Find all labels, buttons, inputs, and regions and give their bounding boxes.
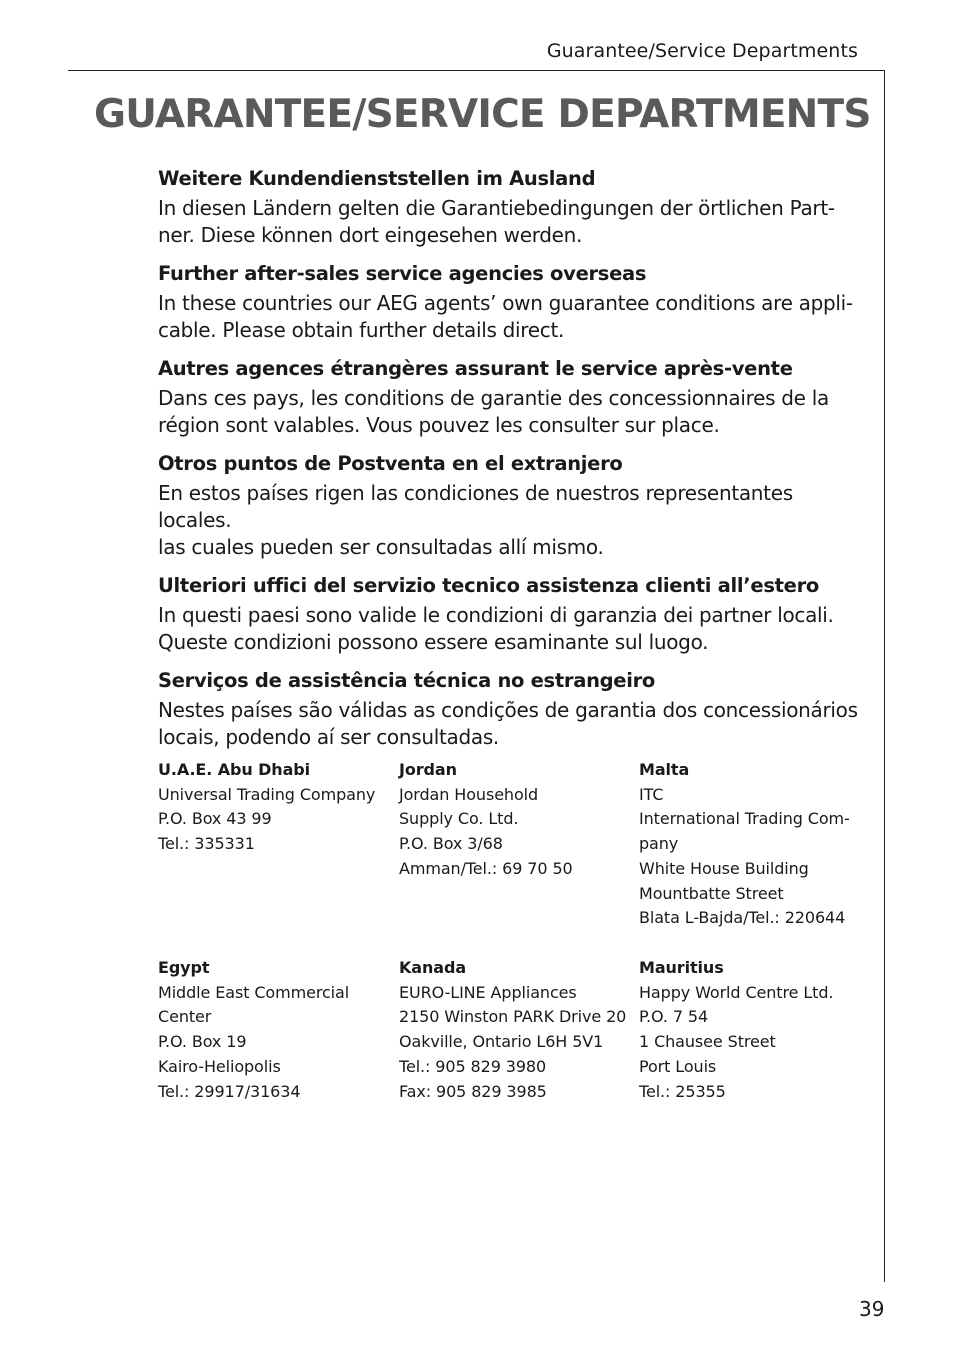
section-english xyxy=(158,261,864,344)
section-french xyxy=(158,356,864,439)
contact-line: ITC xyxy=(639,784,664,804)
contact-line: Tel.: 905 829 3980 xyxy=(399,1056,547,1076)
contact-country: Jordan xyxy=(399,760,457,779)
contact-line: 1 Chausee Street xyxy=(639,1032,776,1052)
section-body xyxy=(158,697,864,751)
contact-country: U.A.E. Abu Dhabi xyxy=(158,760,311,779)
contact-line: Jordan Household xyxy=(399,784,539,804)
section-body xyxy=(158,385,864,439)
contact-kanada xyxy=(399,956,626,1104)
contact-line: White House Building xyxy=(639,858,809,878)
section-heading: Autres agences étrangères assurant le service après-vente xyxy=(158,357,793,380)
contact-line: pany xyxy=(639,834,679,854)
contact-line: Center xyxy=(158,1007,212,1027)
contact-line: P.O. Box 3/68 xyxy=(399,834,503,854)
section-heading: Serviços de assistência técnica no estrangeiro xyxy=(158,669,656,692)
contact-malta xyxy=(639,758,850,931)
contact-line: EURO-LINE Appliances xyxy=(399,982,577,1002)
section-portuguese xyxy=(158,668,864,751)
contact-line: Blata L-Bajda/Tel.: 220644 xyxy=(639,908,846,928)
section-spanish xyxy=(158,451,864,561)
contact-country: Malta xyxy=(639,760,690,779)
body-line: ner. Diese können dort eingesehen werden. xyxy=(158,223,583,247)
section-heading: Otros puntos de Postventa en el extranjero xyxy=(158,452,623,475)
contact-line: Universal Trading Company xyxy=(158,784,376,804)
body-line: Queste condizioni possono essere esaminante sul luogo. xyxy=(158,630,709,654)
contact-line: Happy World Centre Ltd. xyxy=(639,982,834,1002)
contact-line: Port Louis xyxy=(639,1056,717,1076)
section-heading: Weitere Kundendienststellen im Ausland xyxy=(158,167,596,190)
contact-jordan xyxy=(399,758,573,882)
body-line: En estos países rigen las condiciones de nuestros representantes locales. xyxy=(158,481,793,532)
contact-line: 2150 Winston PARK Drive 20 xyxy=(399,1007,627,1027)
contact-egypt xyxy=(158,956,349,1104)
body-line: Dans ces pays, les conditions de garantie des concessionnaires de la xyxy=(158,386,829,410)
section-body xyxy=(158,195,864,249)
section-german xyxy=(158,166,864,249)
header-rule xyxy=(68,70,885,71)
section-italian xyxy=(158,573,864,656)
contact-line: International Trading Com- xyxy=(639,809,850,829)
page-title: GUARANTEE/SERVICE DEPARTMENTS xyxy=(94,92,871,137)
contact-line: Tel.: 29917/31634 xyxy=(158,1081,301,1101)
contact-uae xyxy=(158,758,375,857)
contact-line: Amman/Tel.: 69 70 50 xyxy=(399,858,573,878)
body-line: Nestes países são válidas as condições de garantia dos concessionários xyxy=(158,698,858,722)
contact-line: Tel.: 25355 xyxy=(639,1081,726,1101)
side-rule xyxy=(884,70,885,1282)
language-sections xyxy=(158,166,864,763)
contact-country: Kanada xyxy=(399,958,467,977)
body-line: région sont valables. Vous pouvez les consulter sur place. xyxy=(158,413,720,437)
body-line: locais, podendo aí ser consultadas. xyxy=(158,725,499,749)
contact-line: Tel.: 335331 xyxy=(158,834,255,854)
contact-line: P.O. 7 54 xyxy=(639,1007,709,1027)
body-line: cable. Please obtain further details direct. xyxy=(158,318,565,342)
contact-line: Fax: 905 829 3985 xyxy=(399,1081,547,1101)
contact-line: Middle East Commercial xyxy=(158,982,350,1002)
section-heading: Further after-sales service agencies overseas xyxy=(158,262,647,285)
contact-country: Egypt xyxy=(158,958,210,977)
contact-line: P.O. Box 19 xyxy=(158,1032,247,1052)
section-body xyxy=(158,602,864,656)
contact-mauritius xyxy=(639,956,833,1104)
section-heading: Ulteriori uffici del servizio tecnico assistenza clienti all’estero xyxy=(158,574,820,597)
body-line: In these countries our AEG agents’ own guarantee conditions are appli- xyxy=(158,291,853,315)
body-line: las cuales pueden ser consultadas allí mismo. xyxy=(158,535,604,559)
body-line: In diesen Ländern gelten die Garantiebedingungen der örtlichen Part- xyxy=(158,196,835,220)
contact-line: P.O. Box 43 99 xyxy=(158,809,272,829)
section-body xyxy=(158,480,864,561)
section-body xyxy=(158,290,864,344)
contact-line: Kairo-Heliopolis xyxy=(158,1056,281,1076)
body-line: In questi paesi sono valide le condizioni di garanzia dei partner locali. xyxy=(158,603,834,627)
contact-line: Supply Co. Ltd. xyxy=(399,809,519,829)
contact-line: Oakville, Ontario L6H 5V1 xyxy=(399,1032,604,1052)
running-header: Guarantee/Service Departments xyxy=(546,40,858,62)
contact-line: Mountbatte Street xyxy=(639,883,784,903)
contact-country: Mauritius xyxy=(639,958,724,977)
page-number: 39 xyxy=(859,1297,885,1321)
